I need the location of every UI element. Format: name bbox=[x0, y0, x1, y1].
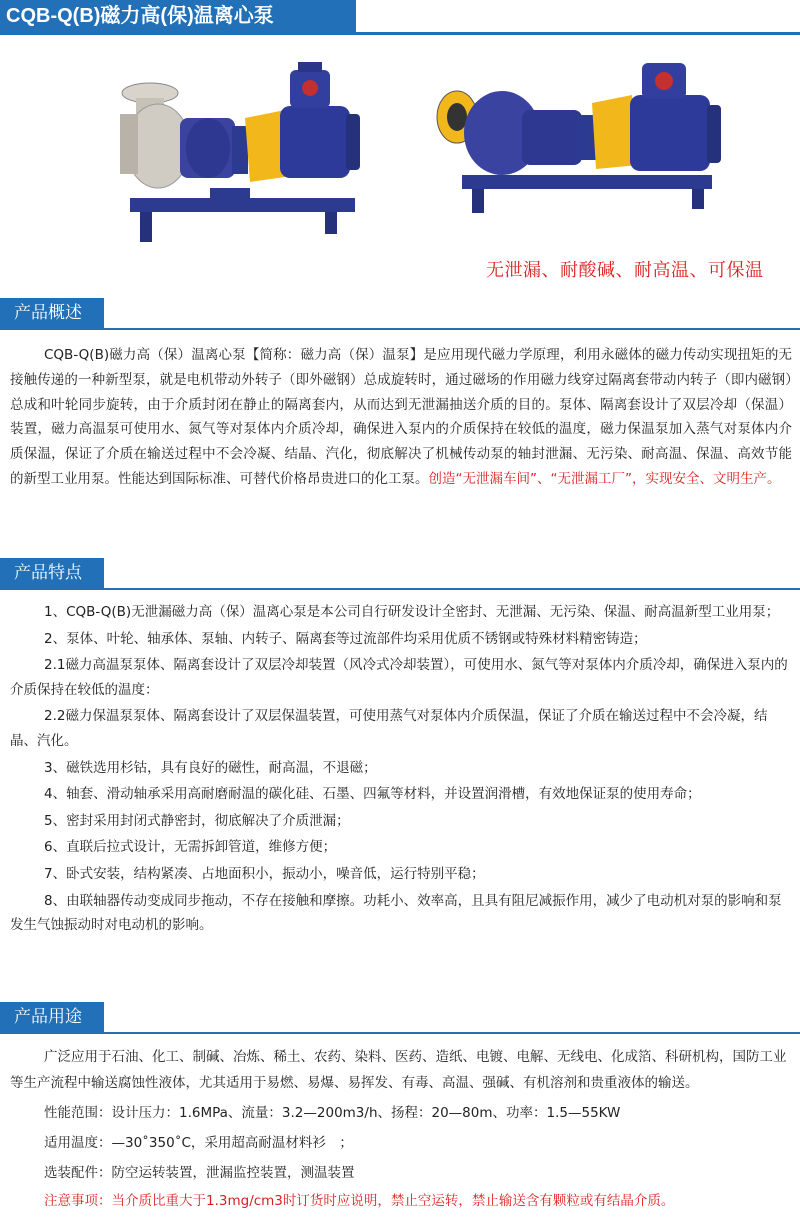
section-label: 产品特点 bbox=[0, 558, 104, 588]
feature-item: 8、由联轴器传动变成同步拖动，不存在接触和摩擦。功耗小、效率高，且具有阻尼减振作用，减少了电动机对泵的影响和泵发生气蚀振动时对电动机的影响。 bbox=[10, 892, 782, 934]
feature-item: 2、泵体、叶轮、轴承体、泵轴、内转子、隔离套等过流部件均采用优质不锈钢或特殊材料精密铸造； bbox=[44, 630, 647, 647]
feature-item: 7、卧式安装，结构紧凑、占地面积小，振动小，噪音低，运行特别平稳； bbox=[44, 865, 485, 882]
title-divider bbox=[0, 32, 800, 35]
section-divider bbox=[0, 328, 800, 330]
feature-item: 4、轴套、滑动轴承采用高耐磨耐温的碳化硅、石墨、四氟等材料，并设置润滑槽，有效地保证泵的使用寿命； bbox=[44, 786, 701, 803]
feature-item: 1、CQB-Q(B)无泄漏磁力高（保）温离心泵是本公司自行研发设计全密封、无泄漏、无污染、保温、耐高温新型工业用泵； bbox=[44, 604, 780, 620]
page-title: CQB-Q(B)磁力高(保)温离心泵 bbox=[0, 0, 356, 32]
feature-item: 6、直联后拉式设计，无需拆卸管道，维修方便； bbox=[44, 839, 337, 856]
section-divider bbox=[0, 1032, 800, 1034]
feature-item: 3、磁铁选用杉钴，具有良好的磁性，耐高温，不退磁； bbox=[44, 759, 377, 776]
usage-block bbox=[10, 1044, 792, 1214]
usage-paragraph: 广泛应用于石油、化工、制碱、冶炼、稀土、农药、染料、医药、造纸、电镀、电解、无线电、化成箔、科研机构，国防工业等生产流程中输送腐蚀性液体，尤其适用于易燃、易爆、易挥发、有毒、高温、强碱、有机溶剂和贵重液体的输送。 bbox=[10, 1049, 787, 1091]
section-divider bbox=[0, 588, 800, 590]
feature-item: 2.1磁力高温泵泵体、隔离套设计了双层冷却装置（风冷式冷却装置），可使用水、氮气等对泵体内介质冷却，确保进入泵内的介质保持在较低的温度： bbox=[10, 657, 788, 698]
features-list bbox=[10, 600, 792, 940]
section-header-features bbox=[0, 558, 800, 590]
feature-item: 5、密封采用封闭式静密封，彻底解决了介质泄漏； bbox=[44, 812, 350, 829]
section-header-usage bbox=[0, 1002, 800, 1034]
section-label: 产品概述 bbox=[0, 298, 104, 328]
performance-range: 性能范围：设计压力：1.6MPa、流量：3.2—200m3/h、扬程：20—80m、功率：1.5—55KW bbox=[44, 1105, 621, 1121]
optional-accessories: 选装配件：防空运转装置，泄漏监控装置，测温装置 bbox=[44, 1165, 355, 1181]
section-header-overview bbox=[0, 298, 800, 330]
pump-photo-right bbox=[432, 55, 732, 230]
feature-item: 2.2磁力保温泵泵体、隔离套设计了双层保温装置，可使用蒸气对泵体内介质保温，保证了介质在输送过程中不会冷凝，结晶、汽化。 bbox=[10, 708, 768, 749]
product-slogan: 无泄漏、耐酸碱、耐高温、可保温 bbox=[486, 260, 764, 281]
overview-paragraph bbox=[10, 343, 792, 492]
overview-highlight: 创造“无泄漏车间”、“无泄漏工厂”，实现安全、文明生产。 bbox=[428, 470, 781, 487]
applicable-temperature: 适用温度：—30˚350˚C，采用超高耐温材料衫 ； bbox=[44, 1135, 353, 1151]
notice-text: 注意事项：当介质比重大于1.3mg/cm3时订货时应说明，禁止空运转，禁止输送含有颗粒或有结晶介质。 bbox=[44, 1193, 675, 1209]
overview-text: CQB-Q(B)磁力高（保）温离心泵【简称：磁力高（保）温泵】是应用现代磁力学原理，利用永磁体的磁力传动实现扭矩的无接触传递的一种新型泵，就是电机带动外转子（即外磁钢）总成旋转时，通过磁场的作用磁力线穿过隔离套带动内转子（即内磁钢）总成和叶轮同步旋转，由于介质封闭在静止的隔离套内，从而达到无泄漏抽送介质的目的。泵体、隔离套设计了双层冷却（保温）装置，磁力高温泵可使用水、氮气等对泵体内介质冷却，确保进入泵内的介质保持在较低的温度，磁力保温泵加入蒸气对泵体内介质保温，保证了介质在输送过程中不会冷凝、结晶、汽化，彻底解决了机械传动泵的轴封泄漏、无污染、耐高温、保温、高效节能的新型工业用泵。性能达到国际标准、可替代价格昂贵进口的化工泵。 bbox=[10, 347, 792, 487]
pump-photo-left bbox=[110, 48, 370, 258]
section-label: 产品用途 bbox=[0, 1002, 104, 1032]
